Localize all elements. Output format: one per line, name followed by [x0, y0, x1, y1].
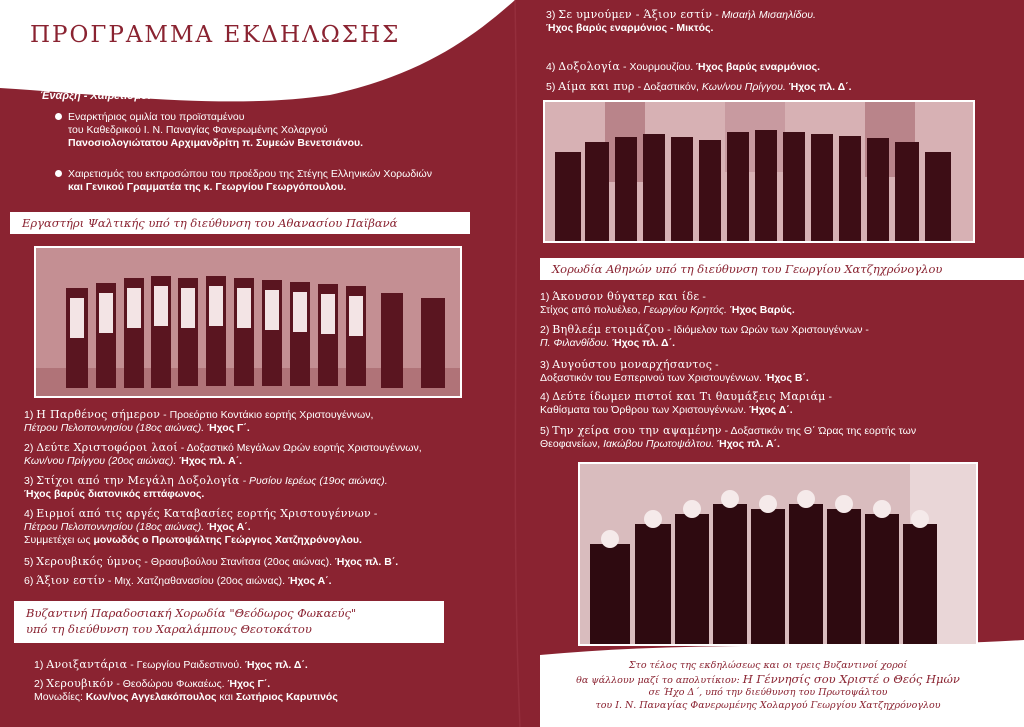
item-mode: Ήχος πλ. Α΄. [714, 438, 780, 450]
bullet-dot [55, 170, 62, 177]
item-number: 2) [24, 442, 34, 454]
banner-line: Βυζαντινή Παραδοσιακή Χορωδία "Θεόδωρος Φωκαεύς" [26, 606, 357, 620]
item-mode: Ήχος βαρύς εναρμόνιος. [693, 61, 821, 73]
item-number: 5) [24, 556, 34, 568]
choir-photo-2 [543, 100, 975, 243]
item-number: 4) [24, 508, 34, 520]
item-text: Καθίσματα του Όρθρου των Χριστουγέννων. [540, 404, 747, 416]
hymn-title: Άκουσον θύγατερ και ίδε [552, 290, 700, 303]
item-mode: Ήχος πλ. Δ΄. [242, 659, 308, 671]
s1-item-3 [24, 474, 494, 501]
section-banner-1: Εργαστήρι Ψαλτικής υπό τη διεύθυνση του Αθανασίου Παϊβανά [10, 212, 470, 234]
item-mode: Ήχος Γ΄. [224, 678, 271, 690]
s3-item-2 [540, 323, 1010, 350]
item-soloist: Σωτήριος Καρυτινός [235, 691, 338, 703]
item-mode: Ήχος πλ. Δ΄. [609, 337, 675, 349]
item-number: 3) [24, 475, 34, 487]
item-number: 1) [24, 409, 34, 421]
s3-item-5 [540, 424, 1015, 451]
s2-item-2 [34, 677, 504, 704]
item-composer: Π. Φιλανθίδου. [540, 337, 610, 349]
item-text: - Χουρμουζίου. [620, 61, 694, 73]
item-number: 1) [540, 291, 550, 303]
item-number: 6) [24, 575, 34, 587]
s2b-item-3 [546, 8, 1016, 35]
bullet-line: του Καθεδρικού Ι. Ν. Παναγίας Φανερωμένης Χολαργού [68, 124, 328, 136]
bullet-dot [55, 113, 62, 120]
s3-item-3 [540, 358, 1010, 385]
s2b-item-4 [546, 60, 1016, 74]
item-text: - Δοξαστικόν της Θ΄ Ώρας της εορτής των [721, 425, 917, 437]
item-text: - Ιδιόμελον των Ωρών των Χριστουγέννων - [664, 324, 869, 336]
hymn-title: Χερουβικός ύμνος [36, 555, 142, 568]
item-text: Στίχος από πολυέλεο, [540, 304, 644, 316]
item-text: - Δοξαστικό Μεγάλων Ωρών εορτής Χριστουγέννων, [177, 442, 422, 454]
opening-heading: Έναρξη - Χαιρετισμοί [40, 90, 151, 102]
choir-photo-3 [578, 462, 978, 646]
hymn-title: Χερουβικόν [46, 677, 114, 690]
s2-item-1 [34, 658, 504, 672]
hymn-title: Άξιον εστίν [36, 574, 105, 587]
item-soloist: Κων/νος Αγγελακόπουλος [85, 691, 217, 703]
item-mode: Ήχος Γ΄. [204, 422, 250, 434]
item-composer: Γεωργίου Κρητός. [643, 304, 727, 316]
item-composer: - Μισαήλ Μισαηλίδου. [712, 9, 816, 21]
item-composer: Πέτρου Πελοποννησίου (18ος αιώνας). [24, 422, 205, 434]
item-mode: Ήχος βαρύς διατονικός επτάφωνος. [24, 488, 205, 500]
item-mode: Ήχος βαρύς εναρμόνιος - Μικτός. [546, 22, 714, 34]
closing-note [548, 660, 988, 712]
item-text: - Θεοδώρου Φωκαέως. [113, 678, 225, 690]
s1-item-1 [24, 408, 494, 435]
item-composer: Κων/νου Πρίγγου. [701, 81, 786, 93]
s1-item-4 [24, 507, 494, 547]
item-text: - [825, 391, 833, 403]
item-number: 5) [540, 425, 550, 437]
s1-item-6 [24, 574, 494, 588]
item-text: - [699, 291, 706, 303]
hymn-title: Βηθλεέμ ετοιμάζου [552, 323, 665, 336]
s2b-item-5 [546, 80, 1016, 94]
item-mode: Ήχος πλ. Α΄. [176, 455, 243, 467]
bullet-line: Χαιρετισμός του εκπροσώπου του προέδρου της Στέγης Ελληνικών Χορωδιών [68, 168, 432, 180]
item-mode: Ήχος πλ. Β΄. [332, 556, 399, 568]
item-text: - [712, 359, 719, 371]
hymn-title: Δεύτε ίδωμεν πιστοί και Τι θαυμάξεις Μαριάμ [552, 390, 826, 403]
hymn-title: Ανοιξαντάρια [46, 658, 128, 671]
section-banner-3: Χορωδία Αθηνών υπό τη διεύθυνση του Γεωργίου Χατζηχρόνογλου [540, 258, 1024, 280]
hymn-title: Η Παρθένος σήμερον [36, 408, 161, 421]
item-text: Θεοφανείων, [540, 438, 604, 450]
item-text: - Γεωργίου Ραιδεστινού. [127, 659, 243, 671]
bullet-line: Εναρκτήριος ομιλία του προϊσταμένου [68, 111, 245, 123]
choir-photo-1 [34, 246, 462, 398]
item-number: 2) [540, 324, 550, 336]
item-number: 4) [540, 391, 550, 403]
item-text: Δοξαστικόν του Εσπερινού των Χριστουγέννων. [540, 372, 762, 384]
item-text: - [370, 508, 378, 520]
item-number: 4) [546, 61, 556, 73]
hymn-title: Στίχοι από την Μεγάλη Δοξολογία [36, 474, 240, 487]
section-banner-2 [14, 601, 444, 643]
item-mode: Ήχος Δ΄. [746, 404, 793, 416]
item-text: - Προεόρτιο Κοντάκιο εορτής Χριστουγέννων, [160, 409, 374, 421]
hymn-title: Αυγούστου μοναρχήσαντος [552, 358, 713, 371]
bullet-line: Πανοσιολογιώτατου Αρχιμανδρίτη π. Συμεών Βενετσιάνου. [68, 137, 364, 149]
banner-line: υπό τη διεύθυνση του Χαραλάμπους Θεοτοκάτου [26, 622, 312, 636]
item-soloist: μονωδός ο Πρωτοψάλτης Γεώργιος Χατζηχρόνογλου. [93, 534, 362, 546]
closing-line: του Ι. Ν. Παναγίας Φανερωμένης Χολαργού Γεωργίου Χατζηχρόνογλου [595, 699, 941, 711]
bullet-2 [68, 168, 508, 194]
hymn-title: Ειρμοί από τις αργές Καταβασίες εορτής Χριστουγέννων [36, 507, 371, 520]
item-text: και [216, 691, 236, 703]
item-number: 3) [540, 359, 550, 371]
item-mode: Ήχος Α΄. [285, 575, 332, 587]
hymn-title: Την χείρα σου την αψαμένην [552, 424, 722, 437]
closing-line: Στο τέλος της εκδηλώσεως και οι τρεις Βυζαντινοί χοροί [628, 660, 908, 671]
closing-line: σε Ήχο Δ΄, υπό την διεύθυνση του Πρωτοψάλτου [648, 687, 888, 698]
item-mode: Ήχος πλ. Δ΄. [785, 81, 852, 93]
item-text: - Ρυσίου Ιερέως (19ος αιώνας). [239, 475, 388, 487]
item-number: 2) [34, 678, 44, 690]
item-number: 1) [34, 659, 44, 671]
item-composer: Κων/νου Πρίγγου (20ος αιώνας). [24, 455, 177, 467]
hymn-title: Σε υμνούμεν - Άξιον εστίν [558, 8, 713, 21]
s3-item-1 [540, 290, 1010, 317]
item-number: 5) [546, 81, 556, 93]
page-title: ΠΡΟΓΡΑΜΜΑ ΕΚΔΗΛΩΣΗΣ [30, 22, 401, 48]
item-composer: Πέτρου Πελοποννησίου (18ος αιώνας). [24, 521, 205, 533]
item-text: - Θρασυβούλου Στανίτσα (20ος αιώνας). [141, 556, 332, 568]
item-text: Συμμετέχει ως [24, 534, 94, 546]
item-mode: Ήχος Α΄. [204, 521, 251, 533]
s1-item-2 [24, 441, 494, 468]
s3-item-4 [540, 390, 1010, 417]
s1-item-5 [24, 555, 494, 569]
closing-line: θα ψάλλουν μαζί το απολυτίκιον: [576, 674, 743, 686]
item-composer: Ιακώβου Πρωτοψάλτου. [603, 438, 715, 450]
hymn-title: Δεύτε Χριστοφόροι λαοί [36, 441, 178, 454]
item-text: - Δοξαστικόν, [634, 81, 702, 93]
bullet-line: και Γενικού Γραμματέα της κ. Γεωργίου Γεωργόπουλου. [68, 181, 347, 193]
item-number: 3) [546, 9, 556, 21]
item-text: Μονωδίες: [34, 691, 86, 703]
item-mode: Ήχος Βαρύς. [726, 304, 795, 316]
hymn-title: Αίμα και πυρ [558, 80, 635, 93]
item-text: - Μιχ. Χατζηαθανασίου (20ος αιώνας). [104, 575, 286, 587]
bullet-1 [68, 111, 508, 150]
item-mode: Ήχος Β΄. [761, 372, 809, 384]
closing-hymn: Η Γέννησίς σου Χριστέ ο Θεός Ημών [742, 671, 960, 686]
hymn-title: Δοξολογία [558, 60, 621, 73]
